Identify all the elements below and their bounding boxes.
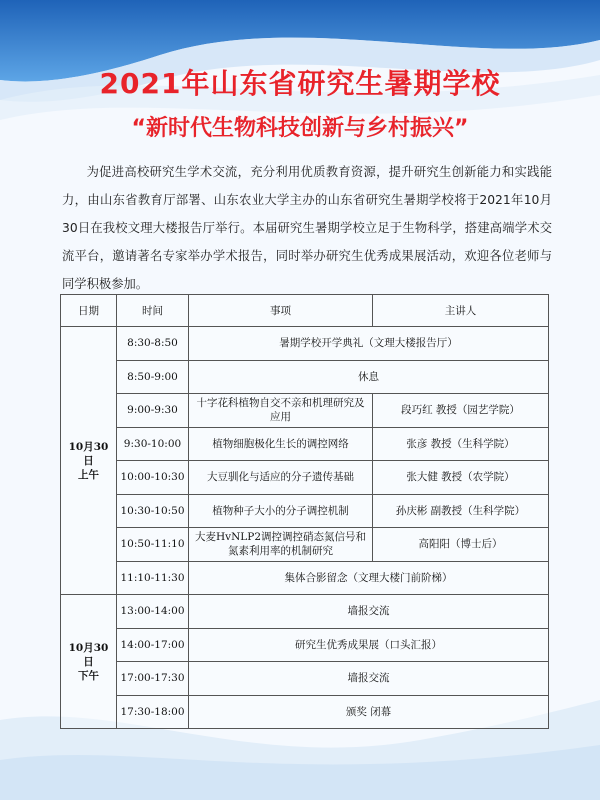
- item-cell: 休息: [189, 360, 549, 394]
- morning-date-cell: [61, 327, 117, 595]
- time-cell: 17:00-17:30: [117, 662, 189, 696]
- item-cell: 大豆驯化与适应的分子遗传基础: [189, 461, 373, 495]
- table-header-row: [61, 295, 549, 327]
- table-row: [61, 662, 549, 696]
- header-speaker: 主讲人: [373, 295, 549, 327]
- item-cell: 暑期学校开学典礼（文理大楼报告厅）: [189, 327, 549, 361]
- item-cell: 颁奖 闭幕: [189, 695, 549, 729]
- time-cell: 13:00-14:00: [117, 595, 189, 629]
- item-cell: 墙报交流: [189, 662, 549, 696]
- item-cell: 墙报交流: [189, 595, 549, 629]
- header-item: 事项: [189, 295, 373, 327]
- item-cell: 大麦HvNLP2调控调控硝态氮信号和氮素利用率的机制研究: [189, 528, 373, 562]
- poster-title: 2021年山东省研究生暑期学校: [99, 67, 501, 100]
- item-cell: 植物细胞极化生长的调控网络: [189, 427, 373, 461]
- table-row: [61, 427, 549, 461]
- table-row: [61, 561, 549, 595]
- time-cell: 14:00-17:00: [117, 628, 189, 662]
- time-cell: 11:10-11:30: [117, 561, 189, 595]
- time-cell: 8:30-8:50: [117, 327, 189, 361]
- speaker-cell: 孙庆彬 副教授（生科学院）: [373, 494, 549, 528]
- table-row: [61, 595, 549, 629]
- afternoon-date-cell: [61, 595, 117, 729]
- table-row: [61, 695, 549, 729]
- intro-text: 为促进高校研究生学术交流，充分利用优质教育资源，提升研究生创新能力和实践能力，由山东省教育厅部署、山东农业大学主办的山东省研究生暑期学校将于2021年10月30日在我校文理大楼报告厅举行。本届研究生暑期学校立足于生物科学，搭建高端学术交流平台，邀请著名专家举办学术报告，同时举办研究生优秀成果展活动，欢迎各位老师与同学积极参加。: [62, 165, 552, 291]
- time-cell: 9:00-9:30: [117, 394, 189, 428]
- time-cell: 9:30-10:00: [117, 427, 189, 461]
- morning-date: 10月30日: [68, 440, 109, 467]
- time-cell: 8:50-9:00: [117, 360, 189, 394]
- speaker-cell: 张彦 教授（生科学院）: [373, 427, 549, 461]
- time-cell: 17:30-18:00: [117, 695, 189, 729]
- time-cell: 10:50-11:10: [117, 528, 189, 562]
- table-row: [61, 528, 549, 562]
- table-row: [61, 628, 549, 662]
- afternoon-date: 10月30日: [68, 641, 109, 668]
- table-row: [61, 327, 549, 361]
- schedule-table: [60, 294, 549, 729]
- item-cell: 研究生优秀成果展（口头汇报）: [189, 628, 549, 662]
- time-cell: 10:00-10:30: [117, 461, 189, 495]
- table-row: [61, 461, 549, 495]
- speaker-cell: 张大健 教授（农学院）: [373, 461, 549, 495]
- table-row: [61, 394, 549, 428]
- speaker-cell: 高阳阳（博士后）: [373, 528, 549, 562]
- speaker-cell: 段巧红 教授（园艺学院）: [373, 394, 549, 428]
- table-row: [61, 494, 549, 528]
- header-time: 时间: [117, 295, 189, 327]
- item-cell: 十字花科植物自交不亲和机理研究及应用: [189, 394, 373, 428]
- intro-paragraph: [62, 158, 552, 298]
- header-date: 日期: [61, 295, 117, 327]
- afternoon-label: 下午: [78, 669, 99, 682]
- item-cell: 植物种子大小的分子调控机制: [189, 494, 373, 528]
- item-cell: 集体合影留念（文理大楼门前阶梯）: [189, 561, 549, 595]
- morning-label: 上午: [78, 468, 99, 481]
- poster-subtitle: “新时代生物科技创新与乡村振兴”: [131, 116, 469, 141]
- time-cell: 10:30-10:50: [117, 494, 189, 528]
- table-row: [61, 360, 549, 394]
